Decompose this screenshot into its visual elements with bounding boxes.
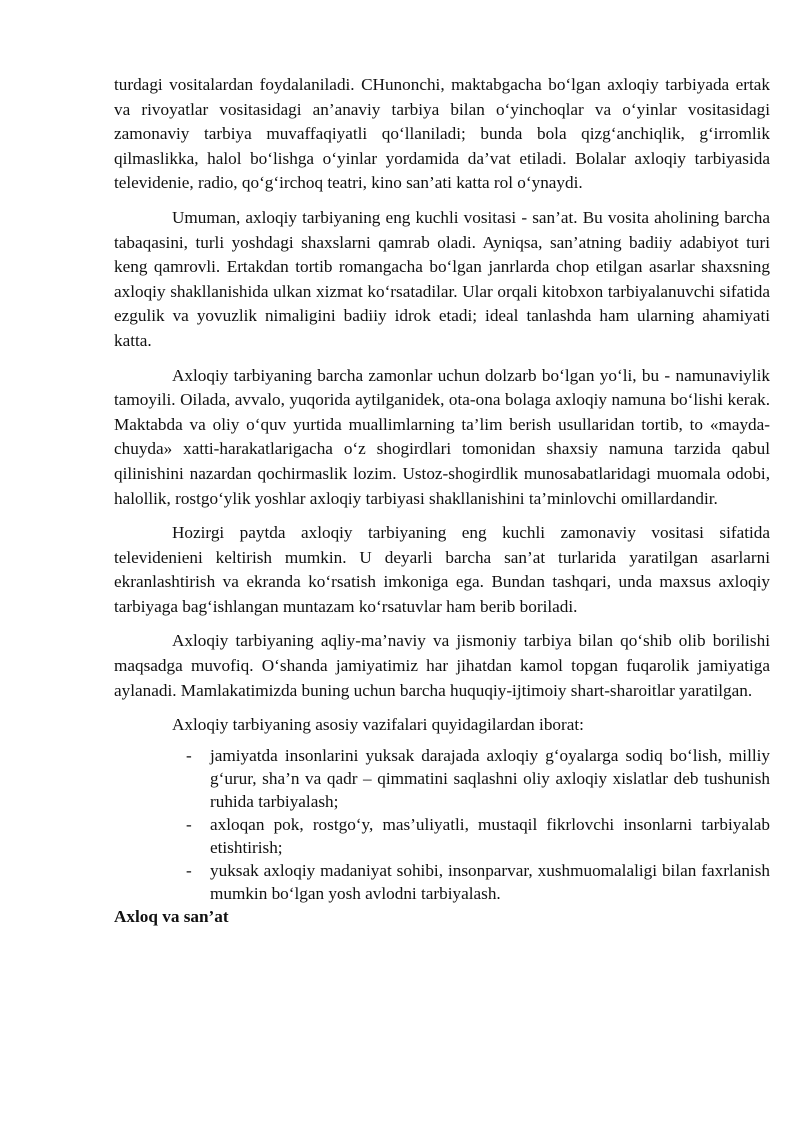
paragraph-television: Hozirgi paytda axloqiy tarbiyaning eng kuchli zamonaviy vositasi sifatida televidenieni keltirish mumkin. U deyarli barcha san’at turlarida yaratilgan asarlarni ekranlashtirish va ekranda ko‘rsatish imkoniga ega. Bundan tashqari, unda maxsus axloqiy tarbiyaga bag‘ishlangan muntazam ko‘rsatuvlar ham berib boriladi. bbox=[114, 523, 770, 616]
tasks-list bbox=[114, 744, 770, 905]
paragraph-art-means: Umuman, axloqiy tarbiyaning eng kuchli vositasi - san’at. Bu vosita aholining barcha tabaqasini, turli yoshdagi shaxslarni qamrab oladi. Ayniqsa, san’atning badiiy adabiyot turi keng qamrovli. Ertakdan tortib romangacha bo‘lgan janrlarda chop etilgan asarlar shaxsning axloqiy shakllanishida ulkan xizmat ko‘rsatadilar. Ular orqali kitobxon tarbiyalanuvchi sifatida ezgulik va yovuzlik nimaligini badiiy idrok etadi; ideal tanlashda ham ularning ahamiyati katta. bbox=[114, 207, 770, 350]
list-marker: - bbox=[186, 860, 192, 880]
paragraph-tasks-intro: Axloqiy tarbiyaning asosiy vazifalari quyidagilardan iborat: bbox=[172, 715, 584, 735]
list-item bbox=[186, 744, 770, 813]
list-item-text: axloqan pok, rostgo‘y, mas’uliyatli, mustaqil fikrlovchi insonlarni tarbiyalab etishtirish; bbox=[210, 814, 770, 857]
list-marker: - bbox=[186, 814, 192, 834]
list-item-text: jamiyatda insonlarini yuksak darajada axloqiy g‘oyalarga sodiq bo‘lish, milliy g‘urur, sha’n va qadr – qimmatini saqlashni oliy axloqiy xislatlar deb tushunish ruhida tarbiyalash; bbox=[210, 745, 770, 811]
paragraph-exemplary-principle: Axloqiy tarbiyaning barcha zamonlar uchun dolzarb bo‘lgan yo‘li, bu - namunaviylik tamoyili. Oilada, avvalo, yuqorida aytilganidek, ota-ona bolaga axloqiy namuna bo‘lishi kerak. Maktabda va oliy o‘quv yurtida muallimlarning ta’lim berish usullaridan tortib, to «mayda-chuyda» xatti-harakatlarigacha o‘z shogirdlari tomonidan shaxsiy namuna tarzida qabul qilinishini nazardan qochirmaslik lozim. Ustoz-shogirdlik munosabatlaridagi muomala odobi, halollik, rostgo‘ylik yoshlar axloqiy tarbiyasi shakllanishini ta’minlovchi omillardandir. bbox=[114, 365, 770, 508]
list-item bbox=[186, 813, 770, 859]
list-item-text: yuksak axloqiy madaniyat sohibi, insonparvar, xushmuomalaligi bilan faxrlanish mumkin bo‘lgan yosh avlodni tarbiyalash. bbox=[210, 860, 770, 903]
paragraph-combined-education: Axloqiy tarbiyaning aqliy-ma’naviy va jismoniy tarbiya bilan qo‘shib olib borilishi maqsadga muvofiq. O‘shanda jamiyatimiz har jihatdan kamol topgan fuqarolik jamiyatiga aylanadi. Mamlakatimizda buning uchun barcha huquqiy-ijtimoiy shart-sharoitlar yaratilgan. bbox=[114, 631, 770, 700]
section-heading: Axloq va san’at bbox=[114, 906, 229, 926]
list-item bbox=[186, 859, 770, 905]
list-marker: - bbox=[186, 745, 192, 765]
document-page bbox=[114, 73, 770, 929]
paragraph-continuation: turdagi vositalardan foydalaniladi. CHunonchi, maktabgacha bo‘lgan axloqiy tarbiyada ertak va rivoyatlar vositasidagi an’anaviy tarbiya bilan o‘yinchoqlar va o‘yinlar vositasidagi zamonaviy tarbiya muvaffaqiyatli qo‘llaniladi; bunda bola qizg‘anchiqlik, g‘irromlik qilmaslikka, halol bo‘lishga o‘yinlar yordamida da’vat etiladi. Bolalar axloqiy tarbiyasida televidenie, radio, qo‘g‘irchoq teatri, kino san’ati katta rol o‘ynaydi. bbox=[114, 75, 770, 193]
